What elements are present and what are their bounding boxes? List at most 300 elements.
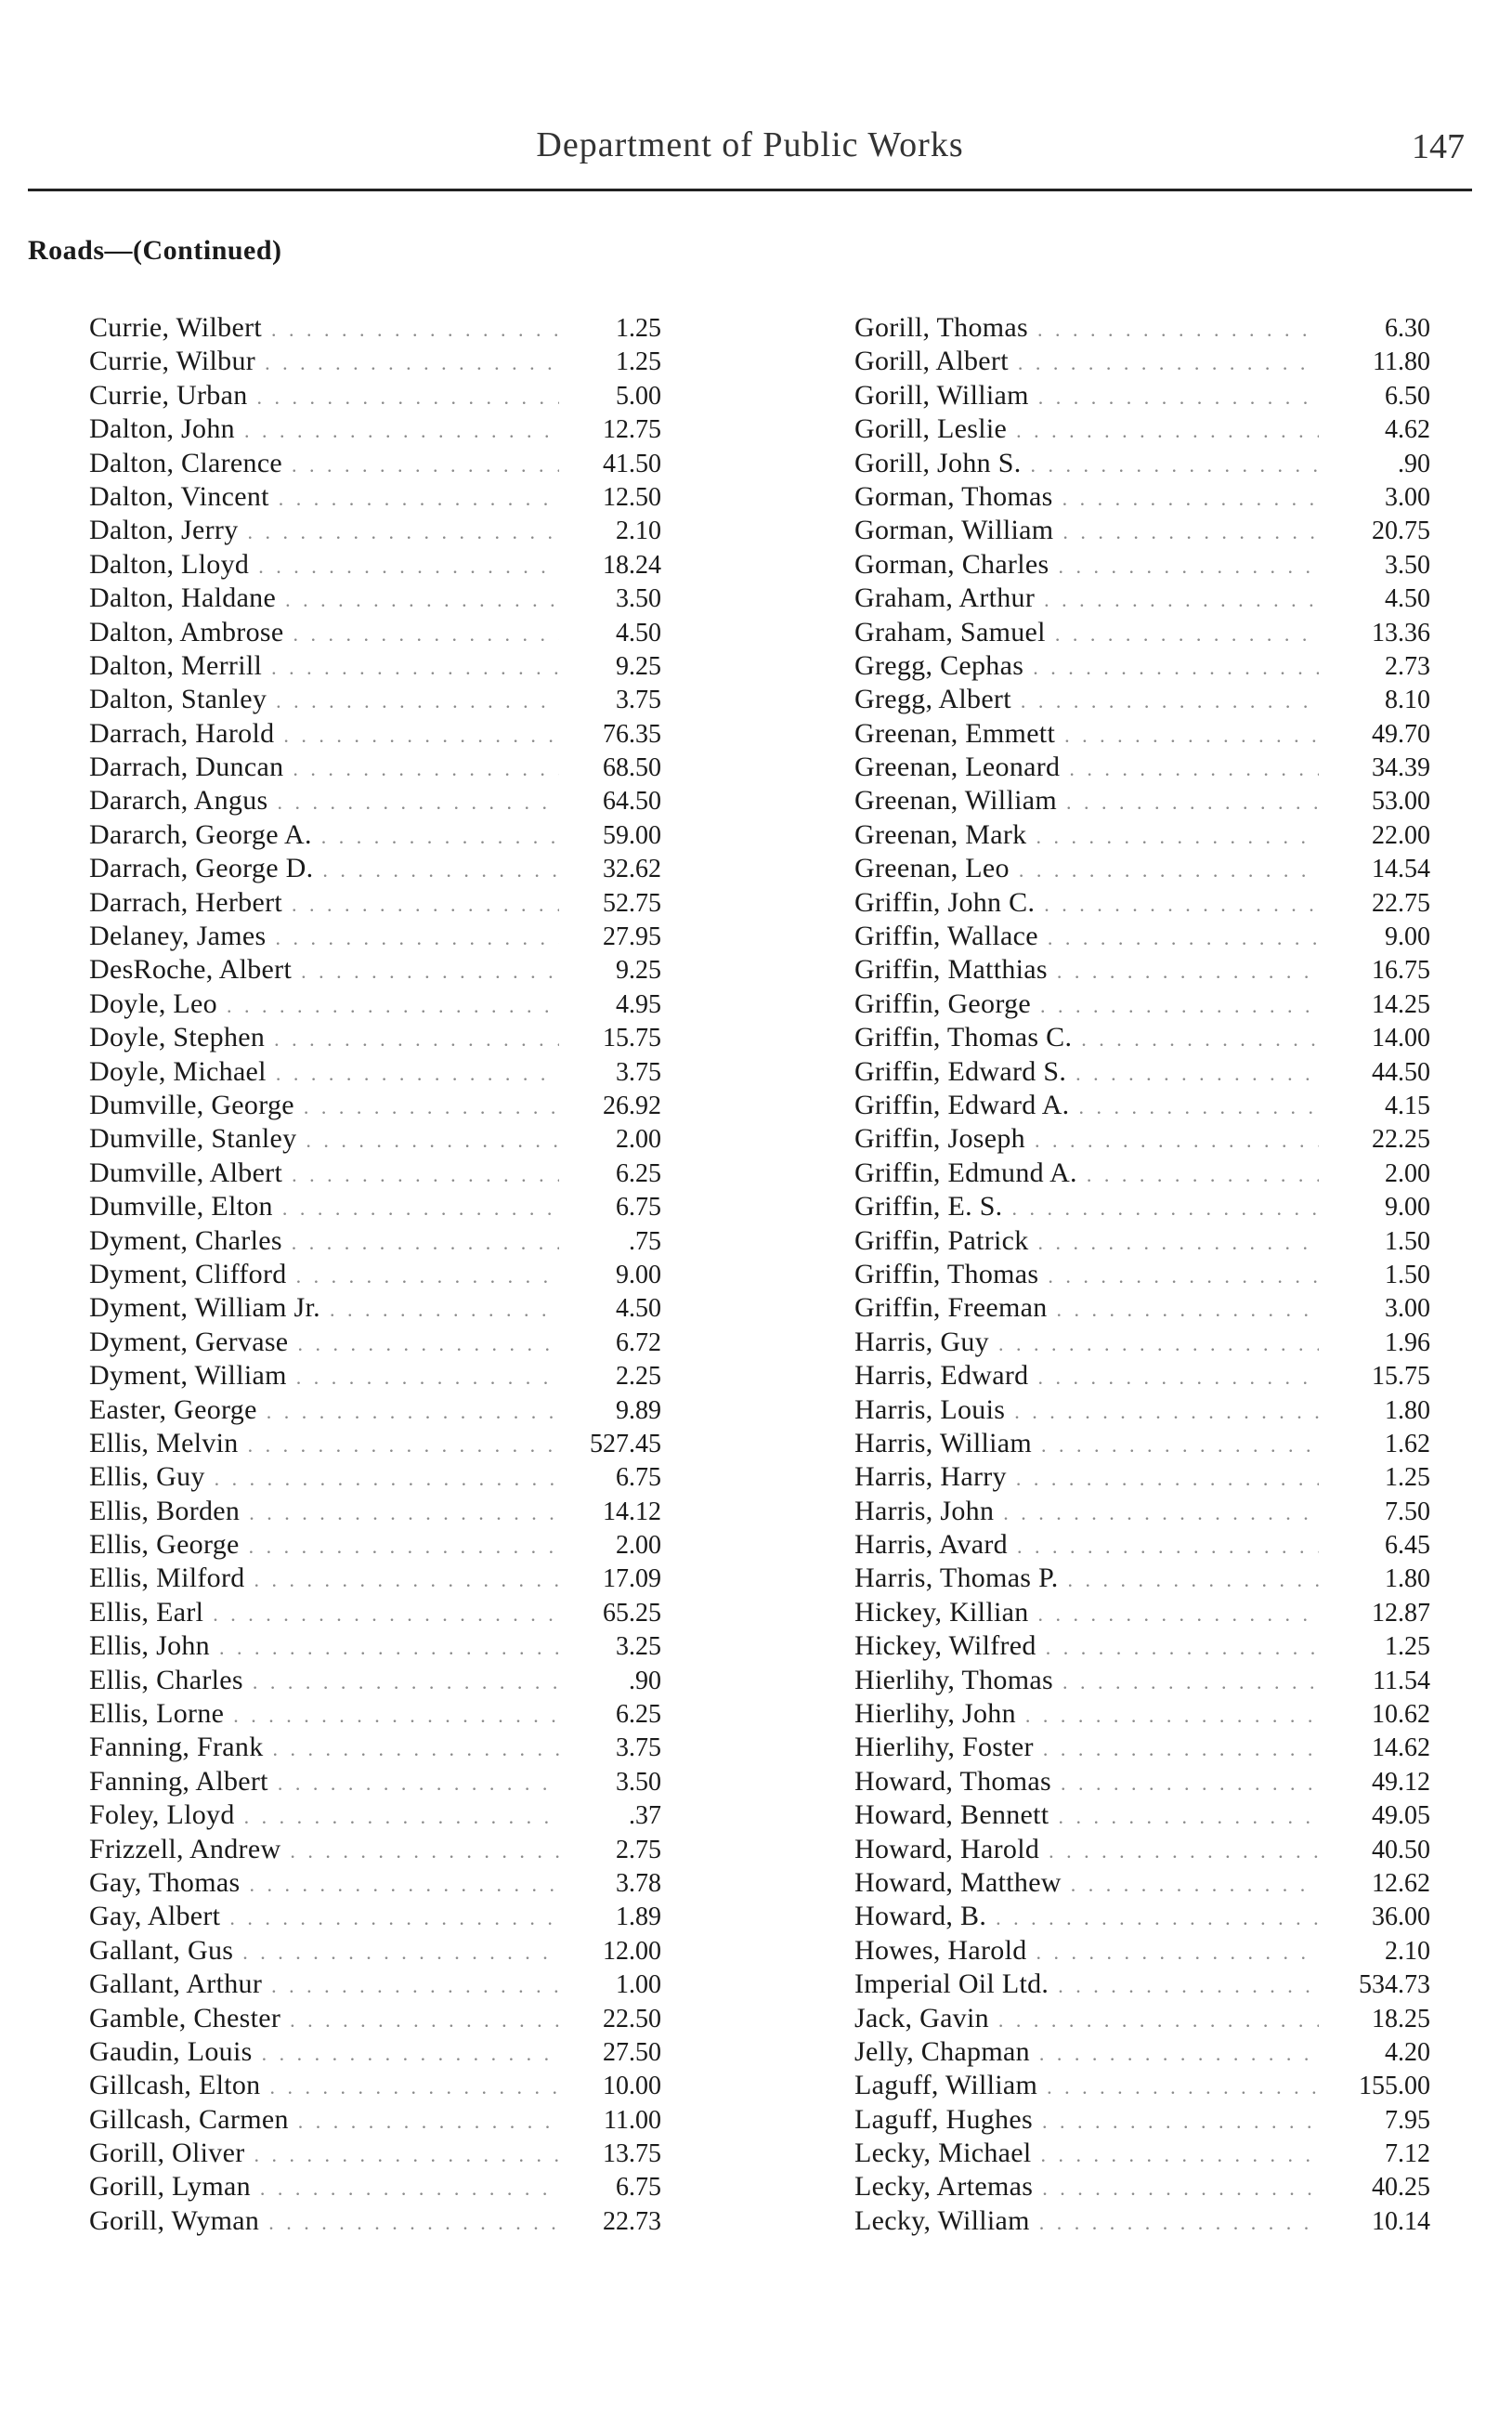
entry-amount: 2.10 bbox=[616, 516, 661, 546]
entry-name: Doyle, Leo bbox=[89, 987, 217, 1019]
entry-name: Dyment, William bbox=[89, 1360, 287, 1392]
entry-amount: 6.30 bbox=[1385, 314, 1430, 343]
entry-amount: 11.54 bbox=[1373, 1666, 1430, 1695]
entry-name: Dyment, Clifford bbox=[89, 1258, 287, 1289]
list-item bbox=[854, 1259, 1430, 1292]
entry-name: Gregg, Cephas bbox=[854, 649, 1024, 681]
entry-amount: 16.75 bbox=[1372, 956, 1430, 986]
entry-amount: 44.50 bbox=[1372, 1057, 1430, 1087]
dot-leader bbox=[998, 1332, 1319, 1356]
dot-leader bbox=[998, 2008, 1319, 2033]
list-item bbox=[89, 1090, 661, 1123]
entry-amount: 1.50 bbox=[1385, 1260, 1430, 1289]
dot-leader bbox=[265, 351, 559, 375]
dot-leader bbox=[1025, 1704, 1319, 1728]
dot-leader bbox=[1048, 1264, 1319, 1288]
entry-amount: 2.00 bbox=[616, 1125, 661, 1155]
entry-name: Howard, B. bbox=[854, 1901, 987, 1932]
entry-amount: 6.25 bbox=[616, 1700, 661, 1730]
entry-name: Delaney, James bbox=[89, 921, 267, 952]
page-number: 147 bbox=[1412, 127, 1465, 166]
list-item bbox=[854, 1867, 1430, 1901]
entry-amount: 59.00 bbox=[603, 820, 661, 850]
dot-leader bbox=[290, 1839, 559, 1863]
list-item bbox=[89, 413, 661, 447]
entry-amount: 8.10 bbox=[1385, 686, 1430, 715]
entry-amount: 1.62 bbox=[1385, 1429, 1430, 1458]
entry-name: Currie, Wilbur bbox=[89, 346, 256, 377]
entry-amount: .90 bbox=[1398, 449, 1430, 478]
entry-name: Gorill, Albert bbox=[854, 346, 1009, 377]
dot-leader bbox=[233, 1704, 559, 1728]
entry-name: Gallant, Gus bbox=[89, 1934, 234, 1966]
dot-leader bbox=[293, 622, 559, 647]
entry-name: Dalton, Stanley bbox=[89, 684, 267, 715]
entry-name: Griffin, George bbox=[854, 987, 1032, 1019]
list-item bbox=[854, 1766, 1430, 1799]
entry-amount: 18.25 bbox=[1372, 2004, 1430, 2033]
entry-name: Howard, Harold bbox=[854, 1833, 1040, 1864]
list-item bbox=[89, 1799, 661, 1833]
entry-name: DesRoche, Albert bbox=[89, 954, 293, 986]
entry-amount: 9.00 bbox=[1385, 1193, 1430, 1223]
entry-name: Harris, Guy bbox=[854, 1326, 989, 1357]
dot-leader bbox=[213, 1602, 559, 1627]
dot-leader bbox=[219, 1636, 559, 1660]
entry-name: Gorman, Charles bbox=[854, 548, 1049, 580]
entry-name: Harris, Thomas P. bbox=[854, 1563, 1059, 1594]
entry-amount: 36.00 bbox=[1372, 1903, 1430, 1932]
list-item bbox=[89, 1428, 661, 1461]
dot-leader bbox=[254, 1568, 559, 1592]
dot-leader bbox=[283, 724, 559, 748]
dot-leader bbox=[1042, 2110, 1319, 2134]
entry-amount: 49.05 bbox=[1372, 1801, 1430, 1831]
dot-leader bbox=[1036, 825, 1319, 849]
entry-amount: 11.80 bbox=[1373, 347, 1430, 377]
entry-amount: 4.95 bbox=[616, 989, 661, 1019]
list-item bbox=[854, 2205, 1430, 2239]
entry-amount: 2.00 bbox=[616, 1531, 661, 1561]
entry-amount: 3.75 bbox=[616, 686, 661, 715]
dot-leader bbox=[282, 1196, 559, 1221]
entry-name: Dyment, Charles bbox=[89, 1224, 282, 1256]
dot-leader bbox=[1031, 453, 1319, 477]
list-item bbox=[854, 2036, 1430, 2070]
list-item bbox=[854, 2104, 1430, 2138]
entry-amount: 1.80 bbox=[1385, 1564, 1430, 1594]
entry-name: Easter, George bbox=[89, 1393, 257, 1425]
list-item bbox=[854, 988, 1430, 1022]
list-item bbox=[854, 1056, 1430, 1090]
dot-leader bbox=[293, 757, 559, 781]
entry-amount: 22.25 bbox=[1372, 1125, 1430, 1155]
entry-name: Gorill, Leslie bbox=[854, 413, 1008, 445]
entry-name: Harris, William bbox=[854, 1427, 1033, 1458]
entry-name: Gorill, John S. bbox=[854, 447, 1022, 478]
list-item bbox=[854, 752, 1430, 785]
entry-amount: 527.45 bbox=[590, 1429, 661, 1458]
entry-amount: 155.00 bbox=[1359, 2072, 1430, 2101]
dot-leader bbox=[268, 2211, 559, 2235]
dot-leader bbox=[260, 2177, 559, 2201]
entry-name: Greenan, Leonard bbox=[854, 752, 1061, 783]
entry-name: Lecky, William bbox=[854, 2204, 1030, 2236]
entry-amount: 1.00 bbox=[616, 1970, 661, 2000]
dot-leader bbox=[1071, 1873, 1319, 1897]
list-item bbox=[854, 1665, 1430, 1698]
entry-amount: 4.50 bbox=[616, 1294, 661, 1324]
entry-name: Ellis, Borden bbox=[89, 1495, 241, 1526]
entry-name: Griffin, Joseph bbox=[854, 1123, 1025, 1155]
list-item bbox=[89, 1968, 661, 2002]
dot-leader bbox=[227, 994, 559, 1018]
entry-name: Foley, Lloyd bbox=[89, 1799, 235, 1831]
entry-name: Greenan, William bbox=[854, 785, 1057, 817]
dot-leader bbox=[1062, 1670, 1319, 1694]
entry-name: Lecky, Artemas bbox=[854, 2171, 1034, 2203]
entry-amount: 11.00 bbox=[604, 2105, 661, 2135]
dot-leader bbox=[1039, 2211, 1319, 2235]
list-item bbox=[89, 1665, 661, 1698]
list-item bbox=[89, 1225, 661, 1259]
list-item bbox=[854, 1327, 1430, 1360]
list-item bbox=[854, 1799, 1430, 1833]
dot-leader bbox=[1041, 2143, 1320, 2167]
dot-leader bbox=[1058, 1974, 1319, 1998]
list-item bbox=[89, 312, 661, 346]
dot-leader bbox=[248, 520, 559, 544]
entry-amount: 15.75 bbox=[603, 1024, 661, 1053]
entry-name: Harris, Avard bbox=[854, 1529, 1008, 1561]
entry-amount: 1.25 bbox=[1385, 1632, 1430, 1662]
entry-name: Greenan, Mark bbox=[854, 818, 1027, 850]
section-heading: Roads—(Continued) bbox=[28, 235, 282, 266]
entry-name: Griffin, Thomas C. bbox=[854, 1022, 1073, 1053]
list-item bbox=[854, 1968, 1430, 2002]
list-item bbox=[89, 1867, 661, 1901]
entry-amount: 18.24 bbox=[603, 550, 661, 580]
entry-amount: 4.15 bbox=[1385, 1091, 1430, 1120]
dot-leader bbox=[1055, 622, 1319, 647]
list-item bbox=[89, 515, 661, 548]
entry-name: Dalton, Haldane bbox=[89, 582, 277, 614]
dot-leader bbox=[249, 1535, 559, 1559]
entry-name: Ellis, Lorne bbox=[89, 1698, 225, 1730]
page-title: Department of Public Works bbox=[536, 125, 964, 164]
list-item bbox=[854, 617, 1430, 650]
entry-name: Dyment, William Jr. bbox=[89, 1292, 320, 1324]
list-item bbox=[854, 2138, 1430, 2171]
entry-amount: 3.50 bbox=[1385, 550, 1430, 580]
list-item bbox=[854, 2003, 1430, 2036]
entry-name: Currie, Wilbert bbox=[89, 312, 263, 343]
entry-amount: 534.73 bbox=[1359, 1970, 1430, 2000]
entry-name: Darrach, Herbert bbox=[89, 886, 283, 918]
dot-leader bbox=[1038, 1231, 1319, 1255]
entry-amount: 2.10 bbox=[1385, 1936, 1430, 1966]
dot-leader bbox=[1078, 1095, 1319, 1119]
dot-leader bbox=[1058, 555, 1319, 579]
entry-name: Currie, Urban bbox=[89, 379, 248, 411]
entry-name: Dumville, Stanley bbox=[89, 1123, 297, 1155]
dot-leader bbox=[1011, 1196, 1319, 1221]
list-item bbox=[854, 1022, 1430, 1055]
list-item bbox=[89, 2036, 661, 2070]
entry-amount: 26.92 bbox=[603, 1091, 661, 1120]
entry-amount: 27.95 bbox=[603, 922, 661, 952]
entry-amount: 12.50 bbox=[603, 482, 661, 512]
dot-leader bbox=[1016, 1467, 1319, 1491]
left-column bbox=[89, 312, 661, 2239]
list-item bbox=[89, 1259, 661, 1292]
entry-name: Gay, Thomas bbox=[89, 1866, 241, 1898]
entry-name: Griffin, Freeman bbox=[854, 1292, 1048, 1324]
list-item bbox=[89, 617, 661, 650]
entry-amount: 3.00 bbox=[1385, 482, 1430, 512]
entry-amount: 22.75 bbox=[1372, 888, 1430, 918]
entry-name: Griffin, Matthias bbox=[854, 954, 1048, 986]
dot-leader bbox=[1069, 757, 1319, 781]
entry-amount: 4.50 bbox=[616, 618, 661, 647]
dot-leader bbox=[1037, 1366, 1319, 1390]
dot-leader bbox=[271, 656, 559, 680]
entry-amount: 40.25 bbox=[1372, 2173, 1430, 2203]
entry-name: Dalton, Clarence bbox=[89, 447, 283, 478]
entry-name: Ellis, George bbox=[89, 1529, 240, 1561]
list-item bbox=[854, 1597, 1430, 1630]
entry-amount: .90 bbox=[629, 1666, 661, 1695]
entry-amount: 68.50 bbox=[603, 753, 661, 783]
entry-name: Dalton, Jerry bbox=[89, 515, 239, 546]
entry-amount: 6.72 bbox=[616, 1327, 661, 1357]
entry-name: Frizzell, Andrew bbox=[89, 1833, 281, 1864]
entry-amount: 13.36 bbox=[1372, 618, 1430, 647]
dot-leader bbox=[267, 1400, 559, 1424]
entry-name: Ellis, Guy bbox=[89, 1461, 205, 1493]
list-item bbox=[854, 1496, 1430, 1529]
dot-leader bbox=[1046, 1636, 1319, 1660]
entry-name: Griffin, Edward S. bbox=[854, 1055, 1067, 1087]
dot-leader bbox=[242, 1941, 559, 1965]
entry-amount: 20.75 bbox=[1372, 516, 1430, 546]
dot-leader bbox=[296, 1264, 559, 1288]
entry-name: Dalton, Vincent bbox=[89, 480, 269, 512]
list-item bbox=[854, 785, 1430, 818]
list-item bbox=[89, 1022, 661, 1055]
list-item bbox=[89, 2104, 661, 2138]
list-item bbox=[854, 1630, 1430, 1664]
entry-name: Howard, Bennett bbox=[854, 1799, 1049, 1831]
entry-amount: 32.62 bbox=[603, 855, 661, 884]
dot-leader bbox=[249, 1501, 559, 1525]
entry-amount: 4.20 bbox=[1385, 2037, 1430, 2067]
list-item bbox=[89, 650, 661, 684]
entry-amount: 7.12 bbox=[1385, 2139, 1430, 2169]
entry-name: Ellis, Earl bbox=[89, 1596, 204, 1628]
dot-leader bbox=[1042, 2177, 1319, 2201]
entry-amount: 40.50 bbox=[1372, 1835, 1430, 1864]
dot-leader bbox=[271, 318, 559, 342]
entry-name: Darrach, George D. bbox=[89, 853, 314, 884]
entry-name: Dumville, Albert bbox=[89, 1157, 283, 1188]
entry-name: Howard, Matthew bbox=[854, 1866, 1062, 1898]
entry-amount: 14.54 bbox=[1372, 855, 1430, 884]
entry-name: Griffin, Patrick bbox=[854, 1224, 1029, 1256]
list-item bbox=[854, 380, 1430, 413]
entry-amount: 3.75 bbox=[616, 1733, 661, 1763]
dot-leader bbox=[322, 858, 559, 883]
entry-name: Gaudin, Louis bbox=[89, 2035, 253, 2067]
header-rule bbox=[28, 189, 1472, 191]
dot-leader bbox=[258, 555, 559, 579]
list-item bbox=[854, 1834, 1430, 1867]
list-item bbox=[854, 650, 1430, 684]
list-item bbox=[89, 785, 661, 818]
list-item bbox=[89, 2171, 661, 2204]
dot-leader bbox=[1003, 1501, 1319, 1525]
dot-leader bbox=[1087, 1163, 1319, 1187]
entry-name: Gorill, Thomas bbox=[854, 312, 1028, 343]
entry-amount: .37 bbox=[629, 1801, 661, 1831]
entry-amount: 3.50 bbox=[616, 1767, 661, 1797]
entry-amount: 13.75 bbox=[603, 2139, 661, 2169]
list-item bbox=[89, 954, 661, 987]
entry-name: Harris, Edward bbox=[854, 1360, 1029, 1392]
entry-amount: 9.25 bbox=[616, 956, 661, 986]
entry-amount: 1.25 bbox=[1385, 1463, 1430, 1493]
list-item bbox=[854, 448, 1430, 481]
list-item bbox=[854, 346, 1430, 379]
list-item bbox=[89, 1597, 661, 1630]
entry-amount: 14.12 bbox=[603, 1497, 661, 1526]
dot-leader bbox=[229, 1906, 559, 1930]
dot-leader bbox=[296, 1366, 559, 1390]
dot-leader bbox=[244, 1805, 559, 1829]
list-item bbox=[89, 988, 661, 1022]
entry-name: Imperial Oil Ltd. bbox=[854, 1968, 1049, 2000]
entry-amount: 3.00 bbox=[1385, 1294, 1430, 1324]
list-item bbox=[854, 515, 1430, 548]
entry-name: Harris, Harry bbox=[854, 1461, 1007, 1493]
entry-amount: 2.73 bbox=[1385, 651, 1430, 681]
entry-name: Griffin, Wallace bbox=[854, 921, 1038, 952]
dot-leader bbox=[271, 1974, 559, 1998]
entry-amount: 3.78 bbox=[616, 1868, 661, 1898]
entry-amount: 1.25 bbox=[616, 347, 661, 377]
entry-amount: 27.50 bbox=[603, 2037, 661, 2067]
dot-leader bbox=[1068, 1568, 1319, 1592]
entry-name: Gorill, Lyman bbox=[89, 2171, 251, 2203]
list-item bbox=[89, 1191, 661, 1224]
list-item bbox=[89, 718, 661, 752]
entry-name: Gorman, William bbox=[854, 515, 1054, 546]
entry-name: Jack, Gavin bbox=[854, 2002, 989, 2033]
entry-amount: 2.25 bbox=[616, 1362, 661, 1392]
entry-amount: 12.62 bbox=[1372, 1868, 1430, 1898]
dot-leader bbox=[1035, 1129, 1319, 1153]
entry-name: Griffin, Thomas bbox=[854, 1258, 1039, 1289]
list-item bbox=[89, 752, 661, 785]
entry-amount: 9.00 bbox=[1385, 922, 1430, 952]
list-item bbox=[89, 1935, 661, 1968]
dot-leader bbox=[274, 1027, 559, 1052]
entry-name: Laguff, Hughes bbox=[854, 2103, 1033, 2135]
dot-leader bbox=[276, 1062, 559, 1086]
entry-name: Hierlihy, John bbox=[854, 1698, 1016, 1730]
list-item bbox=[854, 1191, 1430, 1224]
dot-leader bbox=[1058, 1805, 1319, 1829]
dot-leader bbox=[1017, 1535, 1319, 1559]
entry-name: Dalton, Merrill bbox=[89, 649, 263, 681]
entry-amount: 9.25 bbox=[616, 651, 661, 681]
list-item bbox=[854, 312, 1430, 346]
dot-leader bbox=[262, 2042, 559, 2066]
list-item bbox=[89, 2205, 661, 2239]
dot-leader bbox=[292, 1231, 559, 1255]
list-item bbox=[89, 2003, 661, 2036]
list-item bbox=[854, 684, 1430, 717]
entry-name: Dararch, George A. bbox=[89, 818, 312, 850]
list-item bbox=[89, 346, 661, 379]
entry-amount: 4.50 bbox=[1385, 584, 1430, 614]
entry-amount: 6.75 bbox=[616, 1193, 661, 1223]
entry-amount: 14.62 bbox=[1372, 1733, 1430, 1763]
dot-leader bbox=[1044, 588, 1319, 612]
entry-name: Jelly, Chapman bbox=[854, 2035, 1030, 2067]
dot-leader bbox=[285, 588, 559, 612]
dot-leader bbox=[257, 386, 559, 410]
entry-amount: 49.70 bbox=[1372, 719, 1430, 749]
list-item bbox=[854, 582, 1430, 616]
list-item bbox=[854, 1123, 1430, 1157]
dot-leader bbox=[297, 1332, 559, 1356]
list-item bbox=[854, 1360, 1430, 1393]
entry-amount: 10.14 bbox=[1372, 2206, 1430, 2236]
list-item bbox=[89, 1698, 661, 1732]
entry-name: Gillcash, Elton bbox=[89, 2070, 261, 2101]
entry-name: Graham, Arthur bbox=[854, 582, 1036, 614]
list-item bbox=[89, 853, 661, 886]
list-item bbox=[854, 1461, 1430, 1495]
dot-leader bbox=[279, 487, 559, 511]
entry-amount: 7.95 bbox=[1385, 2105, 1430, 2135]
dot-leader bbox=[244, 419, 559, 443]
dot-leader bbox=[1018, 351, 1319, 375]
page-header bbox=[28, 119, 1472, 178]
dot-leader bbox=[276, 689, 559, 713]
entry-name: Darrach, Duncan bbox=[89, 752, 284, 783]
entry-amount: 14.25 bbox=[1372, 989, 1430, 1019]
entry-name: Graham, Samuel bbox=[854, 616, 1046, 647]
entry-name: Griffin, John C. bbox=[854, 886, 1036, 918]
dot-leader bbox=[1057, 1298, 1319, 1322]
entry-name: Gamble, Chester bbox=[89, 2002, 281, 2033]
list-item bbox=[854, 1090, 1430, 1123]
list-item bbox=[854, 1698, 1430, 1732]
entry-amount: 3.50 bbox=[616, 584, 661, 614]
list-item bbox=[89, 819, 661, 853]
entry-name: Howes, Harold bbox=[854, 1934, 1027, 1966]
entry-name: Harris, John bbox=[854, 1495, 995, 1526]
entry-amount: 3.25 bbox=[616, 1632, 661, 1662]
dot-leader bbox=[273, 1737, 559, 1761]
dot-leader bbox=[1021, 689, 1319, 713]
entry-amount: 1.25 bbox=[616, 314, 661, 343]
entry-name: Griffin, Edmund A. bbox=[854, 1157, 1077, 1188]
right-column bbox=[854, 312, 1430, 2239]
list-item bbox=[89, 1901, 661, 1934]
